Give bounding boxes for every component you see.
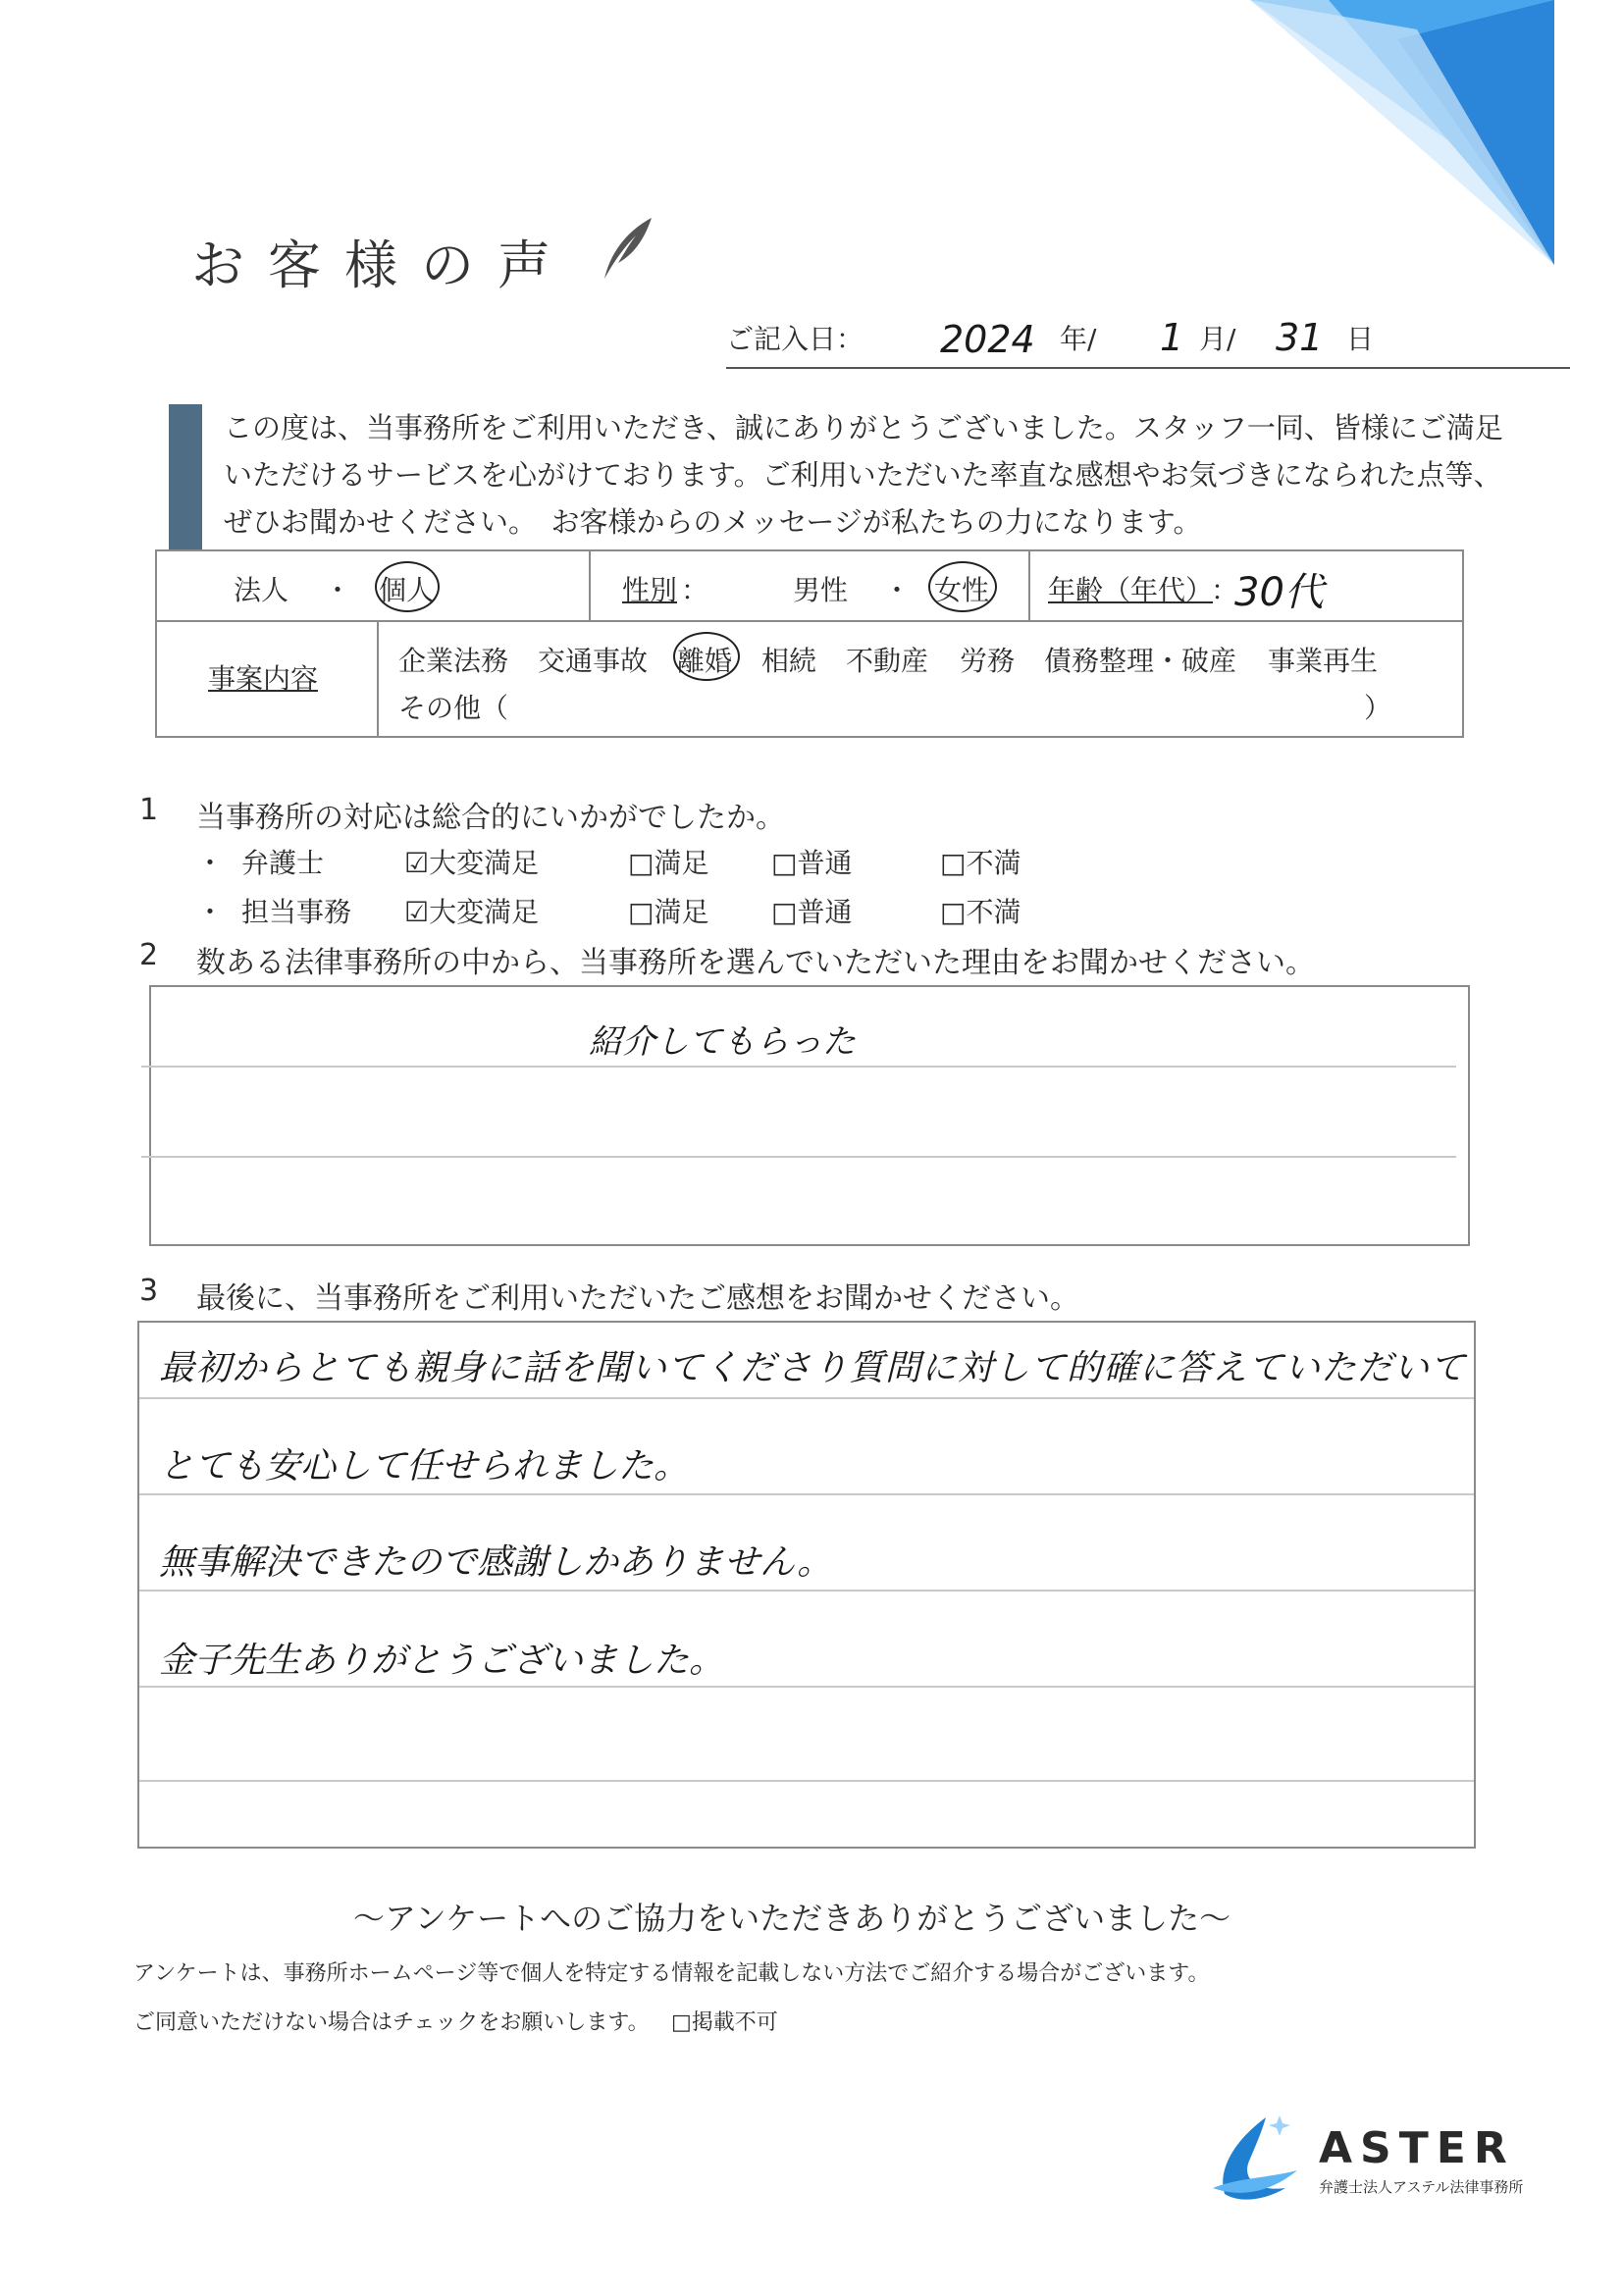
checkbox-satisfied[interactable]: □満足 [628, 847, 709, 879]
q1-row-lawyer [196, 842, 1079, 881]
q3-answer-line: 最初からとても親身に話を聞いてくださり質問に対して的確に答えていただいて [159, 1348, 1467, 1388]
selection-circle [673, 632, 740, 681]
q1-row-staff [196, 891, 1079, 930]
case-real-estate[interactable]: 不動産 [846, 645, 929, 677]
date-label: ご記入日： [726, 323, 864, 355]
option-houjin[interactable]: 法人 [234, 574, 289, 606]
q3-answer-line: とても安心して任せられました。 [159, 1446, 690, 1487]
no-publish-checkbox[interactable]: □掲載不可 [671, 2010, 778, 2035]
case-inheritance[interactable]: 相続 [761, 645, 817, 677]
info-table [155, 549, 1464, 738]
row-label-lawyer: 弁護士 [241, 847, 325, 879]
q3-number: 3 [139, 1274, 159, 1308]
age-colon: ： [1211, 574, 1239, 606]
checkbox-very-satisfied[interactable]: ☑大変満足 [404, 896, 540, 928]
q1-question: 当事務所の対応は総合的にいかがでしたか。 [196, 801, 785, 835]
option-female[interactable]: 女性 [934, 574, 990, 606]
q1-number: 1 [139, 793, 159, 827]
case-other[interactable]: その他（ [398, 692, 509, 724]
separator-dot: ・ [883, 574, 912, 606]
bullet: ・ [196, 896, 225, 928]
intro-accent-bar [169, 404, 202, 549]
q3-answer-box[interactable] [137, 1321, 1476, 1849]
corner-decoration [1250, 0, 1623, 294]
checkbox-unsatisfied[interactable]: □不満 [940, 896, 1021, 928]
case-divorce[interactable]: 離婚 [677, 645, 733, 677]
bullet: ・ [196, 847, 225, 879]
case-label: 事案内容 [208, 662, 319, 695]
case-corporate[interactable]: 企業法務 [398, 645, 509, 677]
gender-label: 性別 [622, 574, 678, 606]
selection-circle [928, 561, 997, 612]
separator-dot: ・ [324, 574, 352, 606]
feather-icon [597, 214, 655, 283]
intro-line: ぜひお聞かせください。 お客様からのメッセージが私たちの力になります。 [224, 505, 1202, 539]
date-row [726, 312, 1570, 369]
day-unit: 日 [1346, 323, 1375, 355]
option-kojin[interactable]: 個人 [379, 574, 435, 606]
logo-name: ASTER [1319, 2123, 1515, 2173]
date-year-value: 2024 [940, 318, 1035, 361]
case-debt[interactable]: 債務整理・破産 [1044, 645, 1237, 677]
q3-answer-line: 金子先生ありがとうございました。 [159, 1641, 725, 1681]
checkbox-unsatisfied[interactable]: □不満 [940, 847, 1021, 879]
age-value: 30代 [1234, 570, 1324, 615]
date-month-value: 1 [1160, 316, 1184, 359]
q2-answer: 紹介してもらった [589, 1022, 856, 1062]
aster-logo-icon [1207, 2110, 1305, 2208]
row-label-staff: 担当事務 [241, 896, 352, 928]
q2-answer-box[interactable] [149, 985, 1470, 1246]
intro-line: この度は、当事務所をご利用いただき、誠にありがとうございました。スタッフ一同、皆様にご満足 [224, 411, 1503, 444]
checkbox-satisfied[interactable]: □満足 [628, 896, 709, 928]
page-title: お客様の声 [191, 235, 574, 296]
month-unit: 月/ [1199, 323, 1236, 355]
checkbox-normal[interactable]: □普通 [771, 896, 853, 928]
age-label: 年齢（年代） [1048, 574, 1214, 606]
date-day-value: 31 [1276, 316, 1324, 359]
footer-note-2: ご同意いただけない場合はチェックをお願いします。 [133, 2010, 650, 2035]
q2-question: 数ある法律事務所の中から、当事務所を選んでいただいた理由をお聞かせください。 [196, 946, 1315, 980]
case-traffic[interactable]: 交通事故 [538, 645, 649, 677]
checkbox-normal[interactable]: □普通 [771, 847, 853, 879]
q3-question: 最後に、当事務所をご利用いただいたご感想をお聞かせください。 [196, 1281, 1079, 1316]
intro-text [224, 404, 1519, 546]
selection-circle [375, 561, 440, 612]
case-other-close: ） [1364, 692, 1392, 724]
checkbox-very-satisfied[interactable]: ☑大変満足 [404, 847, 540, 879]
case-labor[interactable]: 労務 [960, 645, 1016, 677]
gender-colon: ： [681, 574, 709, 606]
footer-note-1: アンケートは、事務所ホームページ等で個人を特定する情報を記載しない方法でご紹介する場合がございます。 [133, 1961, 1210, 1986]
intro-line: いただけるサービスを心がけております。ご利用いただいた率直な感想やお気づきになられた点等、 [224, 458, 1502, 492]
q3-answer-line: 無事解決できたので感謝しかありません。 [159, 1542, 833, 1583]
footer-thanks: 〜アンケートへのご協力をいただきありがとうございました〜 [353, 1900, 1231, 1937]
case-business-rehab[interactable]: 事業再生 [1268, 645, 1379, 677]
logo-subtitle: 弁護士法人アステル法律事務所 [1319, 2178, 1524, 2196]
q2-number: 2 [139, 938, 159, 972]
year-unit: 年/ [1060, 323, 1097, 355]
option-male[interactable]: 男性 [793, 574, 849, 606]
